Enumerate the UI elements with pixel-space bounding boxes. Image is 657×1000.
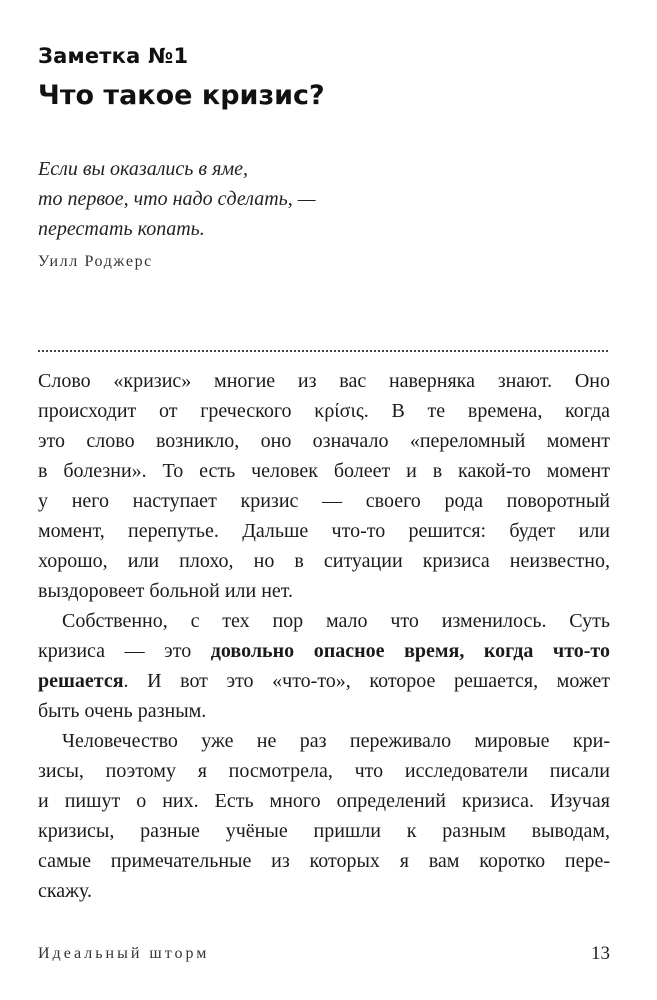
text-line: момент, перепутье. Дальше что-то решится: будет или bbox=[38, 520, 610, 542]
text-line: самые примечательные из которых я вам коротко пере- bbox=[38, 850, 610, 872]
text-line: в болезни». То есть человек болеет и в какой-то момент bbox=[38, 460, 610, 482]
text-line bbox=[38, 666, 610, 696]
bold-emphasis: решается bbox=[38, 670, 124, 692]
bold-emphasis: довольно опасное время, когда что-то bbox=[210, 640, 610, 662]
epigraph-line: то первое, что надо сделать, — bbox=[38, 188, 316, 210]
body-text bbox=[38, 366, 610, 906]
epigraph bbox=[38, 154, 598, 244]
paragraph-2 bbox=[38, 606, 610, 726]
paragraph-1 bbox=[38, 366, 610, 606]
epigraph-line: Если вы оказались в яме, bbox=[38, 158, 249, 180]
text-line: Слово «кризис» многие из вас наверняка знают. Оно bbox=[38, 370, 610, 392]
running-footer-title: Идеальный шторм bbox=[38, 945, 210, 962]
page-number: 13 bbox=[591, 943, 610, 964]
text-line: и пишут о них. Есть много определений кризиса. Изучая bbox=[38, 790, 610, 812]
text-line: это слово возникло, оно означало «переломный момент bbox=[38, 430, 610, 452]
text-line: хорошо, или плохо, но в ситуации кризиса неизвестно, bbox=[38, 550, 610, 572]
text-run: кризиса — это bbox=[38, 640, 211, 662]
text-line bbox=[38, 636, 610, 666]
note-number: Заметка №1 bbox=[38, 44, 189, 68]
text-run: . И вот это «что-то», которое решается, может bbox=[123, 670, 610, 692]
text-line: кризисы, разные учёные пришли к разным выводам, bbox=[38, 820, 610, 842]
text-line: зисы, поэтому я посмотрела, что исследователи писали bbox=[38, 760, 610, 782]
dotted-divider bbox=[38, 350, 608, 352]
epigraph-author: Уилл Роджерс bbox=[38, 253, 153, 270]
text-line: происходит от греческого κρίσις. В те времена, когда bbox=[38, 400, 610, 422]
chapter-title: Что такое кризис? bbox=[38, 80, 325, 111]
text-line: Собственно, с тех пор мало что изменилось. Суть bbox=[62, 610, 610, 632]
text-line: быть очень разным. bbox=[38, 700, 207, 722]
paragraph-3 bbox=[38, 726, 610, 906]
text-line: Человечество уже не раз переживало мировые кри- bbox=[62, 730, 610, 752]
text-line: у него наступает кризис — своего рода поворотный bbox=[38, 490, 610, 512]
epigraph-line: перестать копать. bbox=[38, 218, 205, 240]
text-line: выздоровеет больной или нет. bbox=[38, 580, 294, 602]
text-line: скажу. bbox=[38, 880, 92, 902]
